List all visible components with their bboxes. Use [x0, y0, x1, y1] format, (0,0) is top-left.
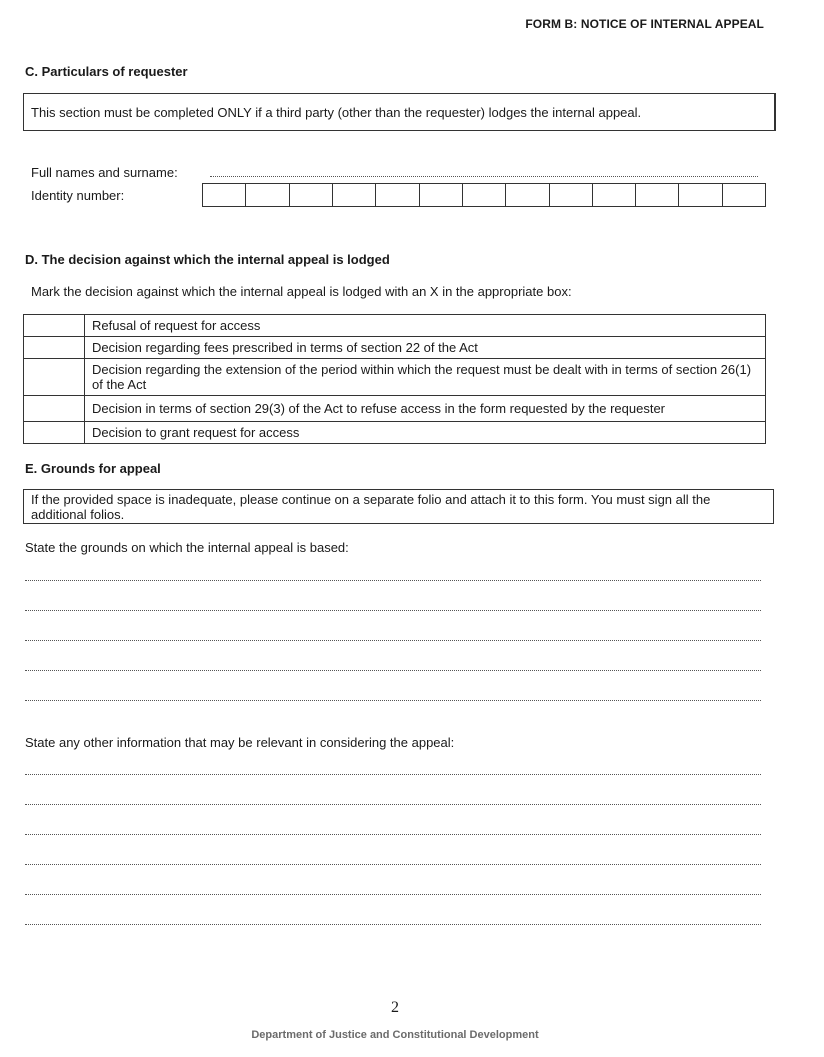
- identity-number-grid: [202, 183, 766, 207]
- decision-row: [24, 359, 766, 396]
- grounds-line[interactable]: [25, 700, 761, 701]
- section-d-heading: D. The decision against which the internal appeal is lodged: [25, 252, 390, 267]
- section-c-notice-text: This section must be completed ONLY if a third party (other than the requester) lodges the internal appeal.: [31, 104, 642, 120]
- identity-digit-box[interactable]: [679, 184, 722, 206]
- decision-label: Decision regarding the extension of the period within which the request must be dealt with in terms of section 26(1) of the Act: [85, 359, 766, 396]
- identity-digit-box[interactable]: [246, 184, 289, 206]
- identity-digit-box[interactable]: [593, 184, 636, 206]
- decision-label: Decision regarding fees prescribed in terms of section 22 of the Act: [85, 337, 766, 359]
- identity-digit-box[interactable]: [333, 184, 376, 206]
- decision-label: Refusal of request for access: [85, 315, 766, 337]
- section-e-notice-text: If the provided space is inadequate, please continue on a separate folio and attach it to this form. You must sign all the additional folios.: [31, 491, 711, 522]
- other-info-line[interactable]: [25, 774, 761, 775]
- identity-digit-box[interactable]: [420, 184, 463, 206]
- full-names-label: Full names and surname:: [31, 165, 178, 180]
- page-number: 2: [391, 999, 399, 1016]
- identity-digit-box[interactable]: [723, 184, 765, 206]
- section-c-heading: C. Particulars of requester: [25, 64, 188, 79]
- identity-digit-box[interactable]: [203, 184, 246, 206]
- grounds-line[interactable]: [25, 670, 761, 671]
- other-info-label: State any other information that may be relevant in considering the appeal:: [25, 735, 455, 750]
- decision-checkbox[interactable]: [24, 396, 85, 422]
- decision-row: [24, 315, 766, 337]
- identity-digit-box[interactable]: [290, 184, 333, 206]
- decision-row: [24, 396, 766, 422]
- identity-number-label: Identity number:: [31, 188, 125, 203]
- other-info-line[interactable]: [25, 834, 761, 835]
- decision-label: Decision to grant request for access: [85, 422, 766, 444]
- decision-checkbox[interactable]: [24, 337, 85, 359]
- decision-label: Decision in terms of section 29(3) of the Act to refuse access in the form requested by the requester: [85, 396, 766, 422]
- other-info-line[interactable]: [25, 894, 761, 895]
- grounds-line[interactable]: [25, 610, 761, 611]
- decision-checkbox[interactable]: [24, 315, 85, 337]
- identity-digit-box[interactable]: [463, 184, 506, 206]
- other-info-line[interactable]: [25, 804, 761, 805]
- decision-row: [24, 422, 766, 444]
- section-e-notice: [23, 489, 774, 524]
- footer-department: Department of Justice and Constitutional Development: [251, 1029, 539, 1041]
- grounds-line[interactable]: [25, 580, 761, 581]
- grounds-label: State the grounds on which the internal appeal is based:: [25, 540, 349, 555]
- full-names-field[interactable]: [210, 176, 758, 177]
- section-d-instruction: Mark the decision against which the internal appeal is lodged with an X in the appropriate box:: [31, 284, 572, 299]
- identity-digit-box[interactable]: [636, 184, 679, 206]
- decision-checkbox[interactable]: [24, 359, 85, 396]
- identity-digit-box[interactable]: [376, 184, 419, 206]
- identity-digit-box[interactable]: [550, 184, 593, 206]
- decision-table: [23, 314, 766, 444]
- decision-checkbox[interactable]: [24, 422, 85, 444]
- section-e-heading: E. Grounds for appeal: [25, 461, 161, 476]
- grounds-line[interactable]: [25, 640, 761, 641]
- decision-row: [24, 337, 766, 359]
- identity-digit-box[interactable]: [506, 184, 549, 206]
- other-info-line[interactable]: [25, 924, 761, 925]
- form-title: FORM B: NOTICE OF INTERNAL APPEAL: [525, 17, 764, 31]
- section-c-notice: [23, 93, 776, 131]
- other-info-line[interactable]: [25, 864, 761, 865]
